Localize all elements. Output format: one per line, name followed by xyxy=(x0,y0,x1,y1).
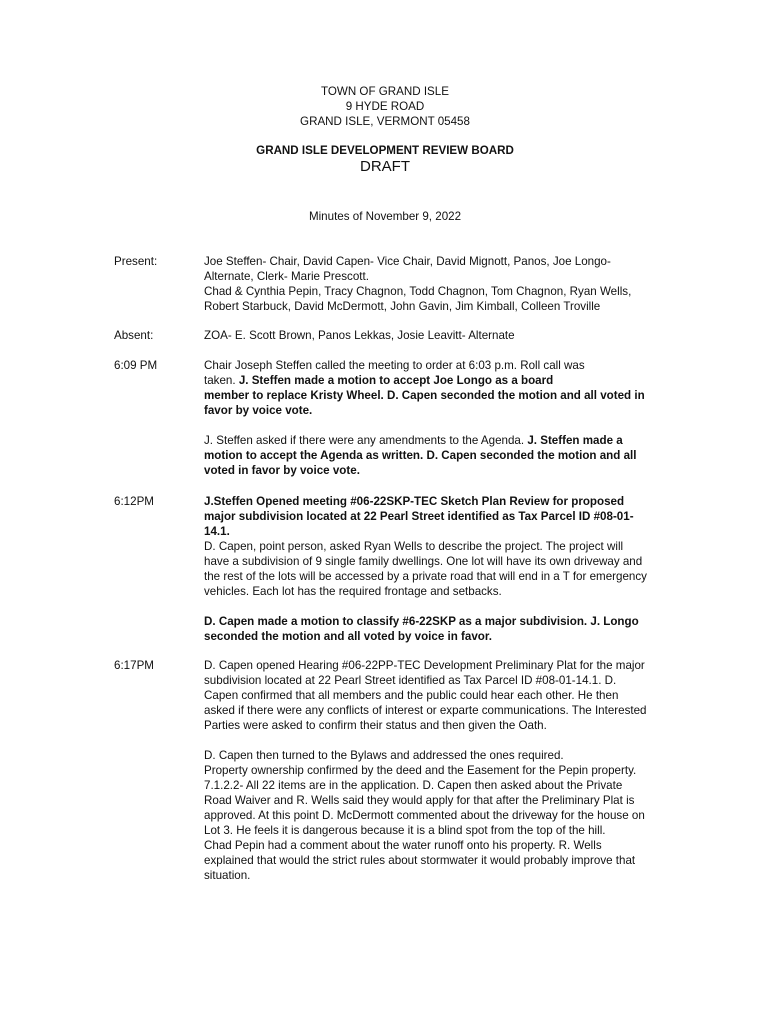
minutes-date: Minutes of November 9, 2022 xyxy=(308,210,462,223)
text-line: approved. At this point D. McDermott commented about the driveway for the house on xyxy=(204,809,645,822)
motion-text: D. Capen made a motion to classify #6-22SKP as a major subdivision. J. Longo xyxy=(204,615,639,628)
town-name: TOWN OF GRAND ISLE xyxy=(321,85,449,98)
motion-text: member to replace Kristy Wheel. D. Capen seconded the motion and all voted in xyxy=(204,389,645,402)
draft-label: DRAFT xyxy=(360,158,410,175)
text-line: D. Capen then turned to the Bylaws and addressed the ones required. xyxy=(204,749,564,762)
bylaws-paragraph xyxy=(204,748,688,883)
plain-text: J. Steffen asked if there were any amendments to the Agenda. xyxy=(204,434,528,447)
absent-list: ZOA- E. Scott Brown, Panos Lekkas, Josie Leavitt- Alternate xyxy=(204,329,515,342)
present-line: Chad & Cynthia Pepin, Tracy Chagnon, Todd Chagnon, Tom Chagnon, Ryan Wells, xyxy=(204,285,632,298)
motion-text: J. Steffen made a xyxy=(527,434,623,447)
classification-motion xyxy=(204,614,688,644)
entry-body xyxy=(204,658,688,883)
present-label: Present: xyxy=(114,255,158,268)
motion-text: favor by voice vote. xyxy=(204,404,313,417)
motion-text: J. Steffen made a motion to accept Joe Longo as a board xyxy=(238,374,554,387)
absent-label: Absent: xyxy=(114,329,154,342)
text-line: Property ownership confirmed by the deed and the Easement for the Pepin property. xyxy=(204,764,637,777)
text-line: asked if there were any conflicts of interest or exparte communications. The Interested xyxy=(204,704,647,717)
motion-text: J.Steffen Opened meeting #06-22SKP-TEC Sketch Plan Review for proposed xyxy=(204,495,625,508)
entry-body xyxy=(204,358,688,478)
board-title: GRAND ISLE DEVELOPMENT REVIEW BOARD xyxy=(256,144,514,157)
text-line: Chair Joseph Steffen called the meeting to order at 6:03 p.m. Roll call was xyxy=(204,359,585,372)
text-line: Parties were asked to confirm their status and then given the Oath. xyxy=(204,719,547,732)
town-street: 9 HYDE ROAD xyxy=(345,100,425,113)
text-line: Capen confirmed that all members and the public could hear each other. He then xyxy=(204,689,619,702)
call-to-order-paragraph xyxy=(204,358,688,418)
text-line: D. Capen, point person, asked Ryan Wells to describe the project. The project will xyxy=(204,540,624,553)
motion-text: major subdivision located at 22 Pearl Street identified as Tax Parcel ID #08-01- xyxy=(204,510,634,523)
present-line: Robert Starbuck, David McDermott, John Gavin, Jim Kimball, Colleen Troville xyxy=(204,300,601,313)
text-line: subdivision located at 22 Pearl Street identified as Tax Parcel ID #08-01-14.1. D. xyxy=(204,674,617,687)
text-line: situation. xyxy=(204,869,251,882)
text-line xyxy=(204,433,688,448)
text-line xyxy=(204,373,688,388)
present-line: Joe Steffen- Chair, David Capen- Vice Chair, David Mignott, Panos, Joe Longo- xyxy=(204,255,611,268)
text-line: the rest of the lots will be accessed by a private road that will end in a T for emergency xyxy=(204,570,647,583)
text-line: have a subdivision of 9 single family dwellings. One lot will have its own driveway and xyxy=(204,555,643,568)
entry-body xyxy=(204,494,688,644)
present-list xyxy=(204,254,688,314)
text-line: Road Waiver and R. Wells said they would apply for that after the Preliminary Plat is xyxy=(204,794,635,807)
hearing-paragraph xyxy=(204,658,688,733)
town-city: GRAND ISLE, VERMONT 05458 xyxy=(300,115,470,128)
plain-text: taken. xyxy=(204,374,239,387)
text-line: vehicles. Each lot has the required frontage and setbacks. xyxy=(204,585,502,598)
agenda-paragraph xyxy=(204,433,688,478)
text-line: Chad Pepin had a comment about the water runoff onto his property. R. Wells xyxy=(204,839,602,852)
motion-text: motion to accept the Agenda as written. D. Capen seconded the motion and all xyxy=(204,449,637,462)
text-line: explained that would the strict rules about stormwater it would probably improve that xyxy=(204,854,636,867)
text-line: D. Capen opened Hearing #06-22PP-TEC Development Preliminary Plat for the major xyxy=(204,659,645,672)
entry-time: 6:17PM xyxy=(114,659,154,672)
letterhead xyxy=(0,84,770,129)
present-line: Alternate, Clerk- Marie Prescott. xyxy=(204,270,369,283)
motion-text: voted in favor by voice vote. xyxy=(204,464,360,477)
sketch-plan-paragraph xyxy=(204,494,688,599)
text-line: 7.1.2.2- All 22 items are in the application. D. Capen then asked about the Private xyxy=(204,779,623,792)
motion-text: 14.1. xyxy=(204,525,230,538)
motion-text: seconded the motion and all voted by voice in favor. xyxy=(204,630,492,643)
entry-time: 6:12PM xyxy=(114,495,154,508)
text-line: Lot 3. He feels it is dangerous because it is a blind spot from the top of the hill. xyxy=(204,824,606,837)
entry-time: 6:09 PM xyxy=(114,359,158,372)
